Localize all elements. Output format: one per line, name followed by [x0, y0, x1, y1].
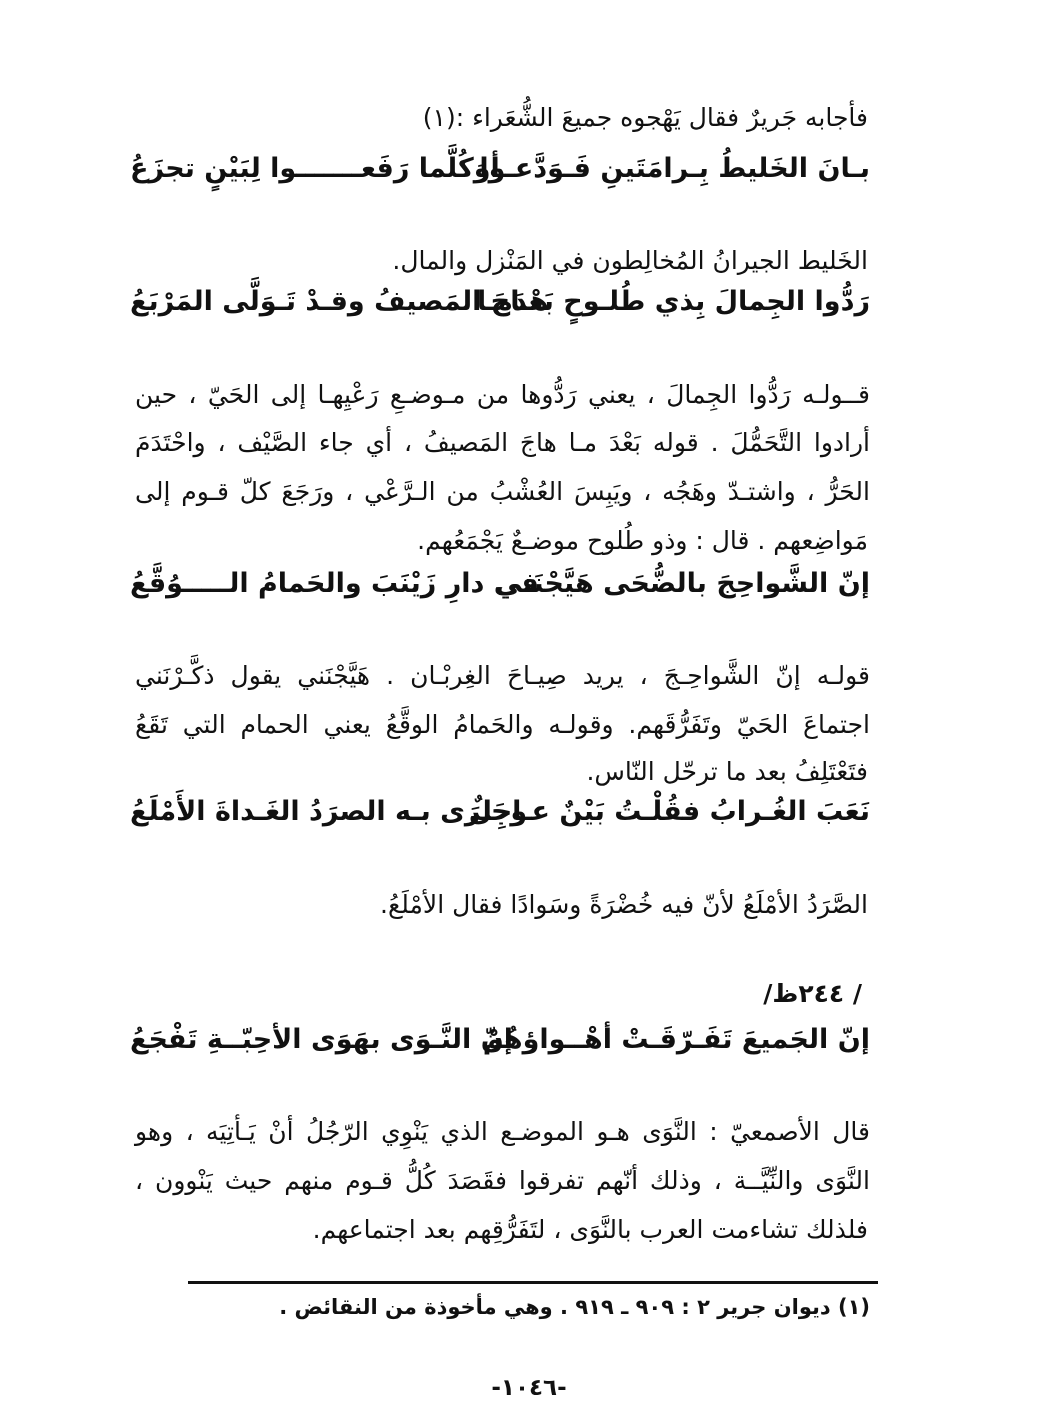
verse-3-first-hemistich: إنّ الشَّواحِجَ بالضُّحَى هَيَّجْنَني	[495, 568, 870, 599]
commentary-2-line-3: فتَعْتَلِفُ بعد ما ترحّل النّاس.	[586, 757, 868, 786]
commentary-1-line-4: مَواضِعهم . قال : وذو طُلوح موضـعٌ يَجْمَعُهم.	[417, 526, 868, 555]
verse-5-first-hemistich: إنّ الجَميعَ تَفَـرّقَـتْ أهْــواؤهُمْ	[482, 1024, 870, 1055]
commentary-1-line-3: الحَرُّ ، واشتـدّ وهَجُه ، ويَبِسَ العُشْبُ من الـرَّعْي ، ورَجَعَ كلّ قـوم إلى	[135, 477, 870, 506]
verse-3-second-hemistich: في دارِ زَيْنَبَ والحَمامُ الـــــوُقَّعُ	[130, 568, 539, 599]
verse-1-second-hemistich: أوَكُلَّما رَفَعـــــــوا لِبَيْنٍ تجزَعُ	[130, 153, 500, 184]
commentary-2-line-1: قولـه إنّ الشَّواحِـجَ ، يريد صِيـاحَ الغِربْـان . هَيَّجْنَني يقول ذكَّـرْنَني	[135, 661, 870, 690]
commentary-3-line-3: فلذلك تشاءمت العرب بالنَّوَى ، لتَفَرُّقِهم بعد اجتماعهم.	[312, 1215, 868, 1244]
commentary-3-line-2: النَّوَى والنِّيَّــة ، وذلك أنّهم تفرقوا فقَصَدَ كُلُّ قـوم منهم حيث يَنْوون ،	[135, 1166, 870, 1195]
footnote-separator	[188, 1281, 878, 1284]
verse-4-first-hemistich: نَعَبَ الغُـرابُ فقُلْـتُ بَيْنٌ عـاجِلٌ	[468, 796, 870, 827]
footnote: (١) ديوان جرير ٢ : ٩٠٩ ـ ٩١٩ . وهي مأخوذة من النقائض .	[279, 1295, 870, 1319]
commentary-2-line-2: اجتماعَ الحَيّ وتَفَرُّقَهم. وقولـه والحَمامُ الوقَّعُ يعني الحمام التي تَقَعُ	[135, 710, 870, 739]
commentary-1-line-1: قــولـه رَدُّوا الجِمالَ ، يعني رَدُّوها من مـوضـعِ رَعْيِهـا إلى الحَيّ ، حين	[135, 380, 870, 409]
page-number: -١٠٤٦-	[491, 1375, 567, 1401]
verse-1-first-hemistich: بـانَ الخَليطُ بِـرامَتَينِ فَـوَدَّعـوا	[479, 153, 870, 184]
gloss-khalit: الخَليط الجيرانُ المُخالِطون في المَنْزل والمال.	[392, 246, 868, 275]
verse-2-second-hemistich: هـاجَ المَصيفُ وقـدْ تَـوَلَّى المَرْبَعُ	[130, 286, 549, 317]
gloss-sarad: الصَّرَدُ الأمْلَعُ لأنّ فيه خُضْرَةً وسَوادًا فقال الأمْلَعُ.	[380, 890, 868, 919]
commentary-3-line-1: قال الأصمعيّ : النَّوَى هـو الموضـع الذي يَنْوِي الرّجُلُ أنْ يَـأتِيَه ، وهو	[135, 1117, 870, 1146]
verse-4-second-hemistich: وجَـرَى بـه الصرَدُ الغَـداةَ الأَمْلَعُ	[130, 796, 528, 827]
folio-marker: / ٢٤٤ظ/	[763, 979, 862, 1008]
commentary-1-line-2: أرادوا التَّحَمُّلَ . قوله بَعْدَ مـا هاجَ المَصيفُ ، أي جاء الصَّيْف ، واحْتَدَمَ	[135, 428, 870, 457]
verse-2-first-hemistich: رَدُّوا الجِمالَ بِذي طُلـوحٍ بَعْدَمـا	[476, 286, 870, 317]
intro-line: فأجابه جَريرٌ فقال يَهْجوه جميعَ الشُّعَراء :(١)	[422, 103, 868, 132]
verse-5-second-hemistich: إنّ النَّـوَى بهَوَى الأحِبّــةِ تَفْجَعُ	[130, 1024, 513, 1055]
